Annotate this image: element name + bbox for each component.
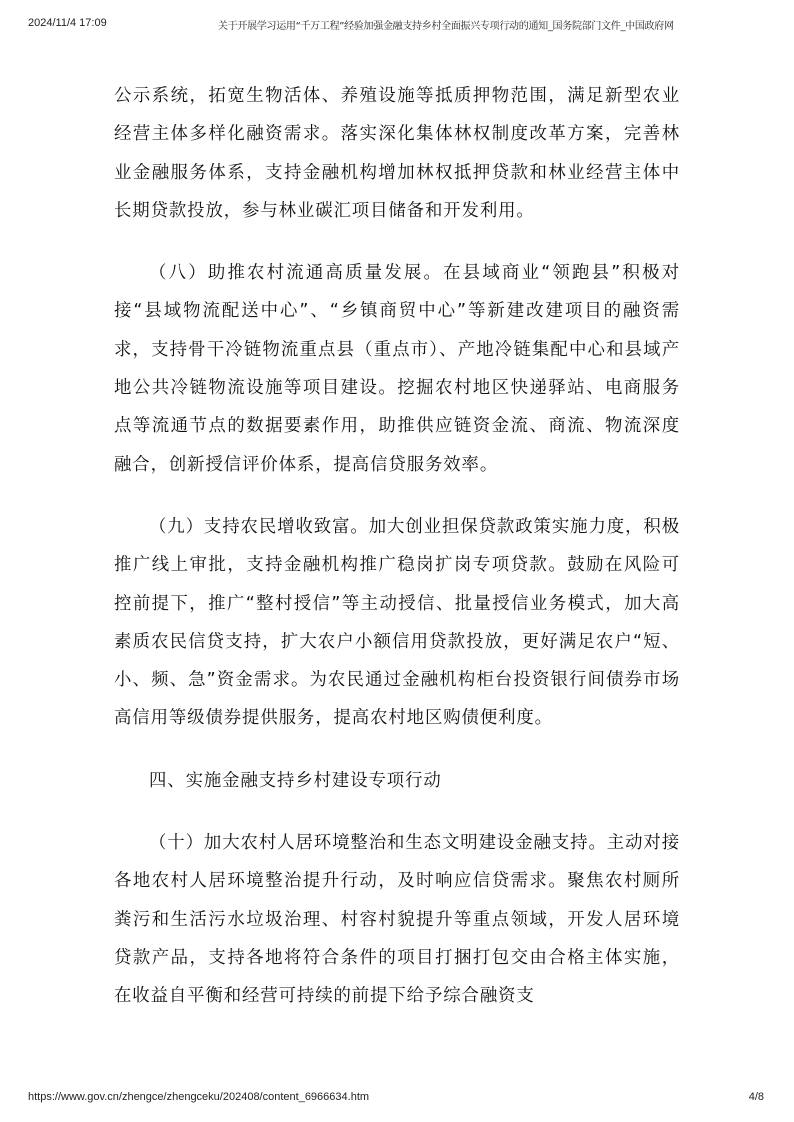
print-datetime: 2024/11/4 17:09 <box>28 17 107 29</box>
paragraph-section-8: （八）助推农村流通高质量发展。在县域商业“领跑县”积极对接“县域物流配送中心”、“乡镇商贸中心”等新建改建项目的融资需求，支持骨干冷链物流重点县（重点市）、产地冷链集配中心和县域产地公共冷链物流设施等项目建设。挖掘农村地区快递驿站、电商服务点等流通节点的数据要素作用，助推供应链资金流、商流、物流深度融合，创新授信评价体系，提高信贷服务效率。 <box>114 263 680 475</box>
paragraph-section-10: （十）加大农村人居环境整治和生态文明建设金融支持。主动对接各地农村人居环境整治提升行动，及时响应信贷需求。聚焦农村厕所粪污和生活污水垃圾治理、村容村貌提升等重点领域，开发人居环境贷款产品，支持各地将符合条件的项目打捆打包交由合格主体实施，在收益自平衡和经营可持续的前提下给予综合融资支 <box>114 833 680 1007</box>
print-footer <box>0 1091 794 1107</box>
print-header <box>0 17 794 33</box>
document-body <box>114 77 680 1016</box>
paragraph-section-9: （九）支持农民增收致富。加大创业担保贷款政策实施力度，积极推广线上审批，支持金融机构推广稳岗扩岗专项贷款。鼓励在风险可控前提下，推广“整村授信”等主动授信、批量授信业务模式，加大高素质农民信贷支持，扩大农户小额信用贷款投放，更好满足农户“短、小、频、急”资金需求。为农民通过金融机构柜台投资银行间债券市场高信用等级债券提供服务，提高农村地区购债便利度。 <box>114 516 680 729</box>
section-heading-4: 四、实施金融支持乡村建设专项行动 <box>149 770 442 791</box>
document-title: 关于开展学习运用“千万工程”经验加强金融支持乡村全面振兴专项行动的通知_国务院部门文件_中国政府网 <box>218 21 674 32</box>
page-url: https://www.gov.cn/zhengce/zhengceku/202408/content_6966634.htm <box>28 1091 370 1103</box>
page-number: 4/8 <box>748 1091 764 1103</box>
paragraph-continuation: 公示系统，拓宽生物活体、养殖设施等抵质押物范围，满足新型农业经营主体多样化融资需求。落实深化集体林权制度改革方案，完善林业金融服务体系，支持金融机构增加林权抵押贷款和林业经营主体中长期贷款投放，参与林业碳汇项目储备和开发利用。 <box>114 86 680 221</box>
